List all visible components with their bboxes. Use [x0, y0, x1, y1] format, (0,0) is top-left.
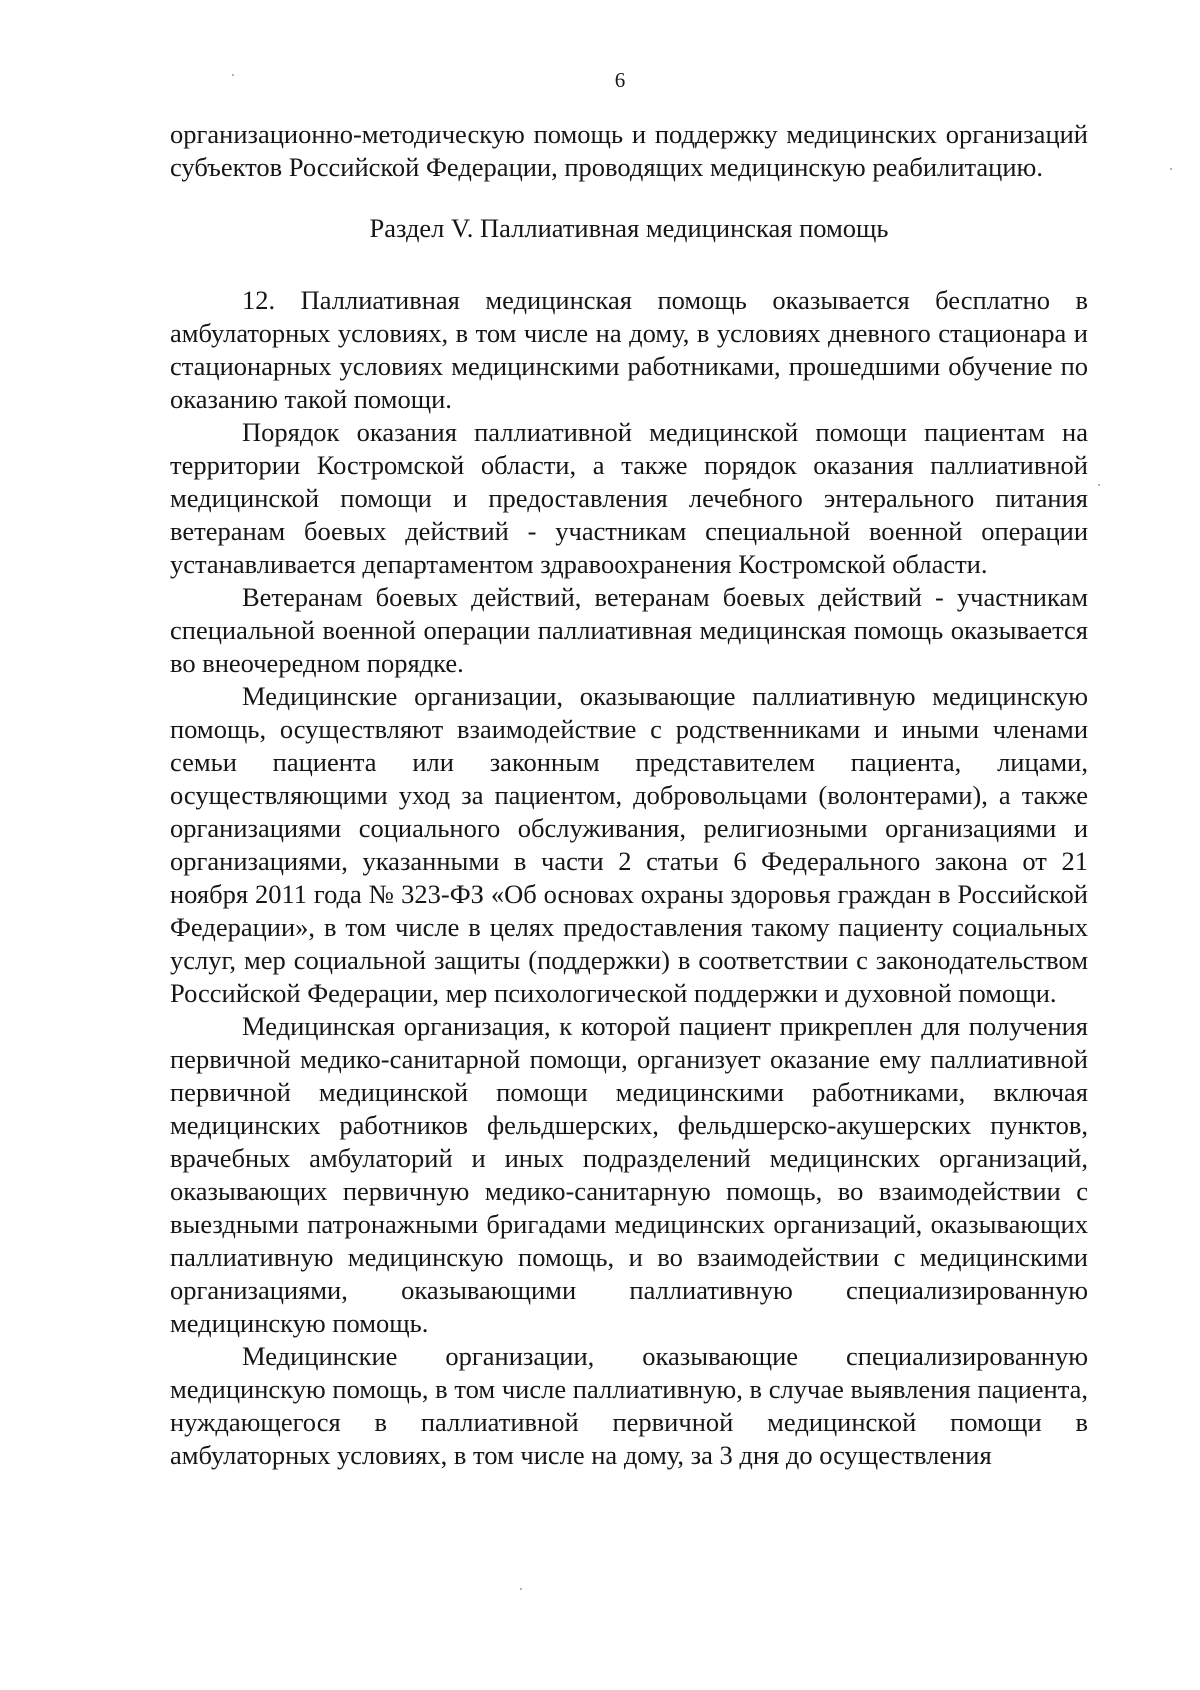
- paragraph-specialized-care: Медицинские организации, оказывающие специализированную медицинскую помощь, в том числе паллиативную, в случае выявления пациента, нуждающегося в паллиативной первичной медицинской помощи в амбулаторных условиях, в том числе на дому, за 3 дня до осуществления: [170, 1341, 1088, 1470]
- page-number: 6: [614, 68, 626, 92]
- paragraph-item-12: 12. Паллиативная медицинская помощь оказывается бесплатно в амбулаторных условиях, в том числе на дому, в условиях дневного стационара и стационарных условиях медицинскими работниками, прошедшими обучение по оказанию такой помощи.: [170, 285, 1088, 414]
- scan-speck: [1098, 484, 1100, 486]
- section-heading: Раздел V. Паллиативная медицинская помощь: [369, 213, 889, 243]
- document-body: [170, 118, 1088, 1472]
- scan-speck: [1170, 168, 1172, 170]
- paragraph-veterans: Ветеранам боевых действий, ветеранам боевых действий - участникам специальной военной операции паллиативная медицинская помощь оказывается во внеочередном порядке.: [170, 582, 1088, 678]
- scan-speck: [232, 74, 234, 76]
- paragraph-primary-care: Медицинская организация, к которой пациент прикреплен для получения первичной медико-санитарной помощи, организует оказание ему паллиативной первичной медицинской помощи медицинскими работниками, включая медицинских работников фельдшерских, фельдшерско-акушерских пунктов, врачебных амбулаторий и иных подразделений медицинских организаций, оказывающих первичную медико-санитарную помощь, во взаимодействии с выездными патронажными бригадами медицинских организаций, оказывающих паллиативную медицинскую помощь, и во взаимодействии с медицинскими организациями, оказывающими паллиативную специализированную медицинскую помощь.: [170, 1011, 1088, 1338]
- scan-speck: [520, 1588, 522, 1590]
- intro-paragraph: организационно-методическую помощь и поддержку медицинских организаций субъектов Российской Федерации, проводящих медицинскую реабилитацию.: [170, 119, 1088, 182]
- paragraph-procedure: Порядок оказания паллиативной медицинской помощи пациентам на территории Костромской области, а также порядок оказания паллиативной медицинской помощи и предоставления лечебного энтерального питания ветеранам боевых действий - участникам специальной военной операции устанавливается департаментом здравоохранения Костромской области.: [170, 417, 1088, 579]
- paragraph-interaction: Медицинские организации, оказывающие паллиативную медицинскую помощь, осуществляют взаимодействие с родственниками и иными членами семьи пациента или законным представителем пациента, лицами, осуществляющими уход за пациентом, добровольцами (волонтерами), а также организациями социального обслуживания, религиозными организациями и организациями, указанными в части 2 статьи 6 Федерального закона от 21 ноября 2011 года № 323-ФЗ «Об основах охраны здоровья граждан в Российской Федерации», в том числе в целях предоставления такому пациенту социальных услуг, мер социальной защиты (поддержки) в соответствии с законодательством Российской Федерации, мер психологической поддержки и духовной помощи.: [170, 681, 1088, 1008]
